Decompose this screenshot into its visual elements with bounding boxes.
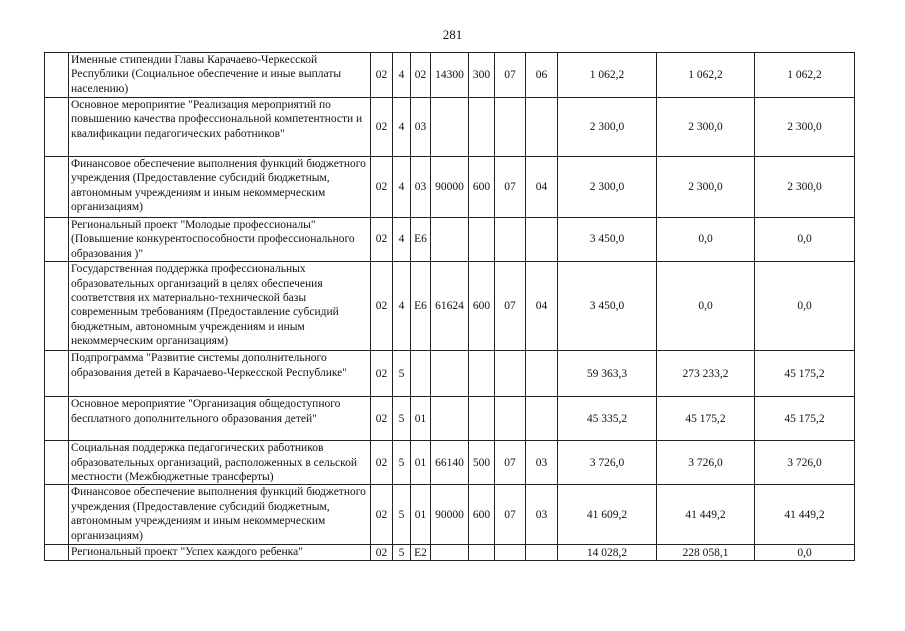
amount-year3-cell: 45 175,2 — [755, 351, 855, 397]
direction-code-cell: 14300 — [431, 53, 469, 98]
table-row — [45, 157, 855, 218]
code-empty-cell — [45, 262, 69, 351]
direction-code-cell — [431, 218, 469, 262]
expense-type-cell — [469, 98, 495, 157]
section-code-cell: 07 — [495, 441, 526, 485]
direction-code-cell — [431, 98, 469, 157]
event-code-cell: 01 — [411, 441, 431, 485]
table-row — [45, 218, 855, 262]
description-cell: Региональный проект "Молодые профессионалы" (Повышение конкурентоспособности профессионального образования )" — [69, 218, 371, 262]
amount-year3-cell: 0,0 — [755, 262, 855, 351]
program-code-cell: 02 — [371, 441, 393, 485]
description-cell: Социальная поддержка педагогических работников образовательных организаций, расположенных в сельской местности (Межбюджетные трансферты) — [69, 441, 371, 485]
subprogram-code-cell: 4 — [393, 218, 411, 262]
code-empty-cell — [45, 351, 69, 397]
amount-year3-cell: 2 300,0 — [755, 157, 855, 218]
amount-year1-cell: 59 363,3 — [558, 351, 657, 397]
direction-code-cell: 66140 — [431, 441, 469, 485]
event-code-cell: 03 — [411, 98, 431, 157]
description-cell: Региональный проект "Успех каждого ребенка" — [69, 545, 371, 561]
amount-year3-cell: 0,0 — [755, 545, 855, 561]
code-empty-cell — [45, 441, 69, 485]
amount-year1-cell: 2 300,0 — [558, 98, 657, 157]
subprogram-code-cell: 5 — [393, 351, 411, 397]
amount-year2-cell: 45 175,2 — [657, 397, 755, 441]
section-code-cell: 07 — [495, 53, 526, 98]
amount-year1-cell: 1 062,2 — [558, 53, 657, 98]
expense-type-cell: 600 — [469, 485, 495, 545]
direction-code-cell: 61624 — [431, 262, 469, 351]
amount-year2-cell: 273 233,2 — [657, 351, 755, 397]
budget-table — [44, 52, 855, 561]
subprogram-code-cell: 4 — [393, 157, 411, 218]
subsection-code-cell — [526, 98, 558, 157]
amount-year2-cell: 2 300,0 — [657, 157, 755, 218]
description-cell: Финансовое обеспечение выполнения функций бюджетного учреждения (Предоставление субсидий бюджетным, автономным учреждениям и иным некоммерческим организациям) — [69, 157, 371, 218]
section-code-cell: 07 — [495, 262, 526, 351]
table-row — [45, 351, 855, 397]
expense-type-cell: 600 — [469, 262, 495, 351]
amount-year2-cell: 1 062,2 — [657, 53, 755, 98]
description-cell: Именные стипендии Главы Карачаево-Черкесской Республики (Социальное обеспечение и иные выплаты населению) — [69, 53, 371, 98]
code-empty-cell — [45, 53, 69, 98]
expense-type-cell: 600 — [469, 157, 495, 218]
amount-year2-cell: 41 449,2 — [657, 485, 755, 545]
event-code-cell: Е2 — [411, 545, 431, 561]
program-code-cell: 02 — [371, 98, 393, 157]
subprogram-code-cell: 4 — [393, 262, 411, 351]
section-code-cell — [495, 397, 526, 441]
program-code-cell: 02 — [371, 262, 393, 351]
subsection-code-cell — [526, 545, 558, 561]
table-row — [45, 485, 855, 545]
section-code-cell — [495, 351, 526, 397]
code-empty-cell — [45, 485, 69, 545]
description-cell: Основное мероприятие "Организация общедоступного бесплатного дополнительного образования детей" — [69, 397, 371, 441]
amount-year2-cell: 228 058,1 — [657, 545, 755, 561]
section-code-cell — [495, 545, 526, 561]
amount-year1-cell: 3 726,0 — [558, 441, 657, 485]
amount-year3-cell: 41 449,2 — [755, 485, 855, 545]
amount-year1-cell: 45 335,2 — [558, 397, 657, 441]
subprogram-code-cell: 5 — [393, 545, 411, 561]
subprogram-code-cell: 4 — [393, 98, 411, 157]
event-code-cell: 02 — [411, 53, 431, 98]
event-code-cell: 01 — [411, 485, 431, 545]
code-empty-cell — [45, 98, 69, 157]
expense-type-cell: 500 — [469, 441, 495, 485]
expense-type-cell — [469, 545, 495, 561]
section-code-cell — [495, 218, 526, 262]
amount-year2-cell: 2 300,0 — [657, 98, 755, 157]
amount-year1-cell: 2 300,0 — [558, 157, 657, 218]
program-code-cell: 02 — [371, 397, 393, 441]
program-code-cell: 02 — [371, 157, 393, 218]
subprogram-code-cell: 5 — [393, 485, 411, 545]
subprogram-code-cell: 5 — [393, 441, 411, 485]
program-code-cell: 02 — [371, 485, 393, 545]
direction-code-cell — [431, 545, 469, 561]
table-row — [45, 397, 855, 441]
table-row — [45, 441, 855, 485]
program-code-cell: 02 — [371, 53, 393, 98]
amount-year2-cell: 3 726,0 — [657, 441, 755, 485]
description-cell: Финансовое обеспечение выполнения функций бюджетного учреждения (Предоставление субсидий бюджетным, автономным учреждениям и иным некоммерческим организациям) — [69, 485, 371, 545]
event-code-cell — [411, 351, 431, 397]
subsection-code-cell — [526, 218, 558, 262]
table-row — [45, 262, 855, 351]
amount-year3-cell: 45 175,2 — [755, 397, 855, 441]
subsection-code-cell: 06 — [526, 53, 558, 98]
subsection-code-cell — [526, 351, 558, 397]
program-code-cell: 02 — [371, 351, 393, 397]
expense-type-cell — [469, 351, 495, 397]
amount-year1-cell: 3 450,0 — [558, 262, 657, 351]
direction-code-cell — [431, 351, 469, 397]
subsection-code-cell: 03 — [526, 485, 558, 545]
table-row — [45, 98, 855, 157]
amount-year2-cell: 0,0 — [657, 218, 755, 262]
table-row — [45, 545, 855, 561]
section-code-cell: 07 — [495, 485, 526, 545]
direction-code-cell: 90000 — [431, 157, 469, 218]
subsection-code-cell: 04 — [526, 262, 558, 351]
program-code-cell: 02 — [371, 218, 393, 262]
program-code-cell: 02 — [371, 545, 393, 561]
section-code-cell — [495, 98, 526, 157]
section-code-cell: 07 — [495, 157, 526, 218]
description-cell: Основное мероприятие "Реализация мероприятий по повышению качества профессиональной компетентности и квалификации педагогических работников" — [69, 98, 371, 157]
amount-year2-cell: 0,0 — [657, 262, 755, 351]
table-row — [45, 53, 855, 98]
subsection-code-cell: 03 — [526, 441, 558, 485]
description-cell: Подпрограмма "Развитие системы дополнительного образования детей в Карачаево-Черкесской Республике" — [69, 351, 371, 397]
subsection-code-cell — [526, 397, 558, 441]
code-empty-cell — [45, 545, 69, 561]
subprogram-code-cell: 5 — [393, 397, 411, 441]
amount-year3-cell: 1 062,2 — [755, 53, 855, 98]
amount-year3-cell: 3 726,0 — [755, 441, 855, 485]
subsection-code-cell: 04 — [526, 157, 558, 218]
expense-type-cell — [469, 218, 495, 262]
expense-type-cell — [469, 397, 495, 441]
direction-code-cell — [431, 397, 469, 441]
amount-year3-cell: 0,0 — [755, 218, 855, 262]
table-body — [45, 53, 855, 561]
subprogram-code-cell: 4 — [393, 53, 411, 98]
direction-code-cell: 90000 — [431, 485, 469, 545]
amount-year1-cell: 14 028,2 — [558, 545, 657, 561]
description-cell: Государственная поддержка профессиональных образовательных организаций в целях обеспечения соответствия их материально-технической базы современным требованиям (Предоставление субсидий бюджетным, автономным учреждениям и иным некоммерческим организациям) — [69, 262, 371, 351]
page-number: 281 — [442, 27, 463, 42]
amount-year1-cell: 41 609,2 — [558, 485, 657, 545]
code-empty-cell — [45, 157, 69, 218]
expense-type-cell: 300 — [469, 53, 495, 98]
code-empty-cell — [45, 397, 69, 441]
amount-year1-cell: 3 450,0 — [558, 218, 657, 262]
event-code-cell: Е6 — [411, 218, 431, 262]
event-code-cell: 03 — [411, 157, 431, 218]
amount-year3-cell: 2 300,0 — [755, 98, 855, 157]
code-empty-cell — [45, 218, 69, 262]
event-code-cell: 01 — [411, 397, 431, 441]
event-code-cell: Е6 — [411, 262, 431, 351]
